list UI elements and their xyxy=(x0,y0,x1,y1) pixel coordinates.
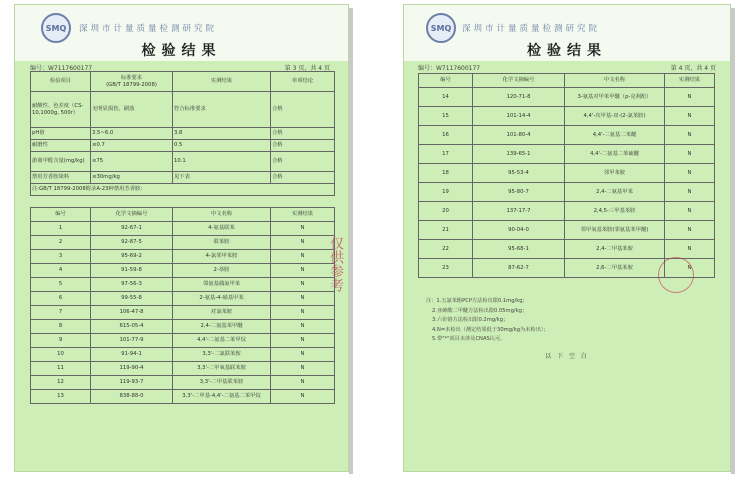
table-cell: 耐磨性 xyxy=(31,140,91,152)
table-cell: N xyxy=(271,264,335,278)
table-cell: 97-56-3 xyxy=(91,278,173,292)
table-cell: 87-62-7 xyxy=(473,259,565,278)
amine-table xyxy=(418,73,715,278)
column-header: 化学文摘编号 xyxy=(91,208,173,222)
column-header: 标准要求 (GB/T 18799-2008) xyxy=(91,72,173,92)
column-header: 化学文摘编号 xyxy=(473,74,565,88)
table-cell: 90-04-0 xyxy=(473,221,565,240)
table-cell: 禁用芳香胺染料 xyxy=(31,172,91,184)
table-cell: N xyxy=(665,126,715,145)
table-row xyxy=(31,376,335,390)
table-cell: 8 xyxy=(31,320,91,334)
table-row xyxy=(419,202,715,221)
table-cell: 邻甲氧基苯胺(邻氨基苯甲醚) xyxy=(565,221,665,240)
table-cell: N xyxy=(665,183,715,202)
table-row xyxy=(419,221,715,240)
column-header: 检验项目 xyxy=(31,72,91,92)
column-header: 中文名称 xyxy=(173,208,271,222)
table-note-row xyxy=(31,184,335,196)
table-cell: 无明显损伤，刷落 xyxy=(91,92,173,128)
table-header-row xyxy=(31,72,335,92)
notes-block xyxy=(426,297,549,345)
table-row xyxy=(31,172,335,184)
table-cell: 101-77-9 xyxy=(91,334,173,348)
table-cell: 17 xyxy=(419,145,473,164)
table-cell: 18 xyxy=(419,164,473,183)
table-cell: N xyxy=(271,306,335,320)
report-number: 编号：W7117600177 xyxy=(418,65,481,72)
note-line: 5.带"*"项目未涉及CNAS认可。 xyxy=(432,336,506,342)
table-cell: 4-氯邻甲苯胺 xyxy=(173,250,271,264)
page-shadow xyxy=(349,8,353,474)
table-cell: 3.5~6.0 xyxy=(91,128,173,140)
table-cell: 合格 xyxy=(271,140,335,152)
table-cell: 12 xyxy=(31,376,91,390)
table-cell: 10 xyxy=(31,348,91,362)
table-cell: 2 xyxy=(31,236,91,250)
table-row xyxy=(31,306,335,320)
table-header-row xyxy=(419,74,715,88)
table-row xyxy=(419,164,715,183)
table-cell: 21 xyxy=(419,221,473,240)
table-row xyxy=(31,128,335,140)
table-cell: 23 xyxy=(419,259,473,278)
table-row xyxy=(31,236,335,250)
table-row xyxy=(31,348,335,362)
table-cell: N xyxy=(271,362,335,376)
table-cell: 10.1 xyxy=(173,152,271,172)
page-header xyxy=(15,5,348,61)
table-row xyxy=(31,222,335,236)
table-note: 注:GB/T 18799-2008附录A-23种禁用芳香胺： xyxy=(31,184,335,196)
table-cell: N xyxy=(271,278,335,292)
table-cell: 3,3'-二甲基-4,4'-二氨基二苯甲烷 xyxy=(173,390,271,404)
table-row xyxy=(419,240,715,259)
table-cell: N xyxy=(665,240,715,259)
table-cell: 615-05-4 xyxy=(91,320,173,334)
note-line: 注：1.五氯苯酚PCP方法检出限0.1mg/kg； xyxy=(426,298,528,304)
table-row xyxy=(31,292,335,306)
table-cell: 119-93-7 xyxy=(91,376,173,390)
table-cell: 2-氨基-4-硝基甲苯 xyxy=(173,292,271,306)
end-marker: 以 下 空 白 xyxy=(545,353,589,360)
table-cell: 4-氨基联苯 xyxy=(173,222,271,236)
table-cell: 对氯苯胺 xyxy=(173,306,271,320)
table-cell: N xyxy=(271,292,335,306)
table-cell: 16 xyxy=(419,126,473,145)
table-row xyxy=(31,152,335,172)
table-cell: 95-69-2 xyxy=(91,250,173,264)
table-cell: 合格 xyxy=(271,92,335,128)
table-cell: 3-氨基对甲苯甲醚（p-克利酊） xyxy=(565,88,665,107)
table-cell: 101-14-4 xyxy=(473,107,565,126)
handwritten-note: 仅供参考 xyxy=(328,236,344,292)
table-cell: 符合标准要求 xyxy=(173,92,271,128)
table-cell: 11 xyxy=(31,362,91,376)
table-cell: 见下表 xyxy=(173,172,271,184)
institute-name: 深圳市计量质量检测研究院 xyxy=(79,24,218,34)
table-cell: 4,4'-二氨基二苯醚 xyxy=(565,126,665,145)
table-cell: N xyxy=(665,164,715,183)
page-number: 第 4 页，共 4 页 xyxy=(670,65,716,72)
page-shadow xyxy=(731,8,735,474)
table-cell: 2,4-二甲基苯胺 xyxy=(565,240,665,259)
red-stamp xyxy=(658,257,694,293)
note-line: 2.亚砷酸二甲醚方法检出限0.05mg/kg； xyxy=(432,307,528,314)
table-cell: 20 xyxy=(419,202,473,221)
table-cell: 120-71-8 xyxy=(473,88,565,107)
table-cell: N xyxy=(665,145,715,164)
table-cell: 91-59-8 xyxy=(91,264,173,278)
table-cell: 95-53-4 xyxy=(473,164,565,183)
table-cell: 106-47-8 xyxy=(91,306,173,320)
column-header: 实测结果 xyxy=(173,72,271,92)
table-cell: 19 xyxy=(419,183,473,202)
table-row xyxy=(419,183,715,202)
table-cell: 7 xyxy=(31,306,91,320)
table-cell: ≤30mg/kg xyxy=(91,172,173,184)
table-cell: 14 xyxy=(419,88,473,107)
table-cell: 2-萘胺 xyxy=(173,264,271,278)
table-cell: 91-94-1 xyxy=(91,348,173,362)
table-row xyxy=(31,264,335,278)
table-cell: 邻甲苯胺 xyxy=(565,164,665,183)
table-cell: N xyxy=(271,250,335,264)
table-cell: 92-67-1 xyxy=(91,222,173,236)
table-cell: 合格 xyxy=(271,172,335,184)
amine-table xyxy=(30,207,335,404)
table-row xyxy=(31,390,335,404)
table-cell: 耐酸性、色差度（CS-10,1000g, 500r） xyxy=(31,92,91,128)
table-row xyxy=(419,88,715,107)
table-cell: ≤0.7 xyxy=(91,140,173,152)
table-cell: N xyxy=(665,202,715,221)
table-header-row xyxy=(31,208,335,222)
column-header: 中文名称 xyxy=(565,74,665,88)
page-title: 检验结果 xyxy=(141,43,222,59)
table-row xyxy=(31,320,335,334)
table-cell: 邻氨基偶氮甲苯 xyxy=(173,278,271,292)
table-cell: 2,4-二氨基甲苯 xyxy=(565,183,665,202)
report-page-3 xyxy=(14,4,349,472)
results-table xyxy=(30,71,335,196)
table-cell: 2,4,5-三甲基苯胺 xyxy=(565,202,665,221)
table-row xyxy=(31,362,335,376)
institute-logo-icon: SMQ xyxy=(41,13,71,43)
table-cell: 3,3'-二甲氧基联苯胺 xyxy=(173,362,271,376)
table-cell: N xyxy=(665,259,715,278)
table-row xyxy=(31,92,335,128)
table-cell: N xyxy=(271,376,335,390)
table-cell: N xyxy=(665,88,715,107)
page-title: 检验结果 xyxy=(527,43,607,59)
table-cell: 838-88-0 xyxy=(91,390,173,404)
table-cell: 合格 xyxy=(271,128,335,140)
table-row xyxy=(419,145,715,164)
table-cell: 合格 xyxy=(271,152,335,172)
column-header: 实测结果 xyxy=(271,208,335,222)
table-cell: 3,3'-二氯联苯胺 xyxy=(173,348,271,362)
table-cell: 2,4-二氨基苯甲醚 xyxy=(173,320,271,334)
table-cell: 95-68-1 xyxy=(473,240,565,259)
table-row xyxy=(31,334,335,348)
table-cell: 137-17-7 xyxy=(473,202,565,221)
table-cell: 4,4'-二氨基二苯甲烷 xyxy=(173,334,271,348)
table-cell: 3 xyxy=(31,250,91,264)
table-cell: N xyxy=(271,390,335,404)
table-cell: 15 xyxy=(419,107,473,126)
table-cell: 4 xyxy=(31,264,91,278)
table-cell: 3.8 xyxy=(173,128,271,140)
table-cell: 1 xyxy=(31,222,91,236)
table-cell: N xyxy=(271,334,335,348)
table-cell: 4,4'-二氨基二苯硫醚 xyxy=(565,145,665,164)
table-cell: 101-80-4 xyxy=(473,126,565,145)
institute-name: 深圳市计量质量检测研究院 xyxy=(462,24,601,34)
table-row xyxy=(31,140,335,152)
table-cell: 119-90-4 xyxy=(91,362,173,376)
table-cell: 联苯胺 xyxy=(173,236,271,250)
table-cell: N xyxy=(271,320,335,334)
table-cell: N xyxy=(271,236,335,250)
institute-logo-icon: SMQ xyxy=(426,13,456,43)
table-cell: 2,6-二甲基苯胺 xyxy=(565,259,665,278)
table-cell: 13 xyxy=(31,390,91,404)
report-number: 编号：W7117600177 xyxy=(30,65,93,72)
table-cell: N xyxy=(271,348,335,362)
table-cell: pH值 xyxy=(31,128,91,140)
table-cell: 0.5 xyxy=(173,140,271,152)
table-cell: 3,3'-二甲基联苯胺 xyxy=(173,376,271,390)
column-header: 单项结论 xyxy=(271,72,335,92)
table-cell: N xyxy=(271,222,335,236)
column-header: 实测结果 xyxy=(665,74,715,88)
table-cell: 6 xyxy=(31,292,91,306)
note-line: 4.N=未检出（测定结果低于30mg/kg为未检出）； xyxy=(432,326,549,333)
table-cell: 92-87-5 xyxy=(91,236,173,250)
table-cell: N xyxy=(665,221,715,240)
table-row xyxy=(31,278,335,292)
table-row xyxy=(31,250,335,264)
column-header: 编号 xyxy=(31,208,91,222)
table-row xyxy=(419,126,715,145)
table-cell: 4,4'-次甲基-双-(2-氯苯胺) xyxy=(565,107,665,126)
page-header xyxy=(404,5,730,61)
table-cell: 22 xyxy=(419,240,473,259)
table-cell: 95-80-7 xyxy=(473,183,565,202)
table-cell: ≤75 xyxy=(91,152,173,172)
table-cell: 139-65-1 xyxy=(473,145,565,164)
table-cell: 5 xyxy=(31,278,91,292)
table-cell: 游离甲醛含量(mg/kg) xyxy=(31,152,91,172)
report-page-4 xyxy=(403,4,731,472)
note-line: 3.六价铬方法检出限0.2mg/kg； xyxy=(432,317,509,323)
table-cell: 9 xyxy=(31,334,91,348)
column-header: 编号 xyxy=(419,74,473,88)
page-number: 第 3 页，共 4 页 xyxy=(284,65,330,72)
table-cell: 99-55-8 xyxy=(91,292,173,306)
table-cell: N xyxy=(665,107,715,126)
table-row xyxy=(419,107,715,126)
